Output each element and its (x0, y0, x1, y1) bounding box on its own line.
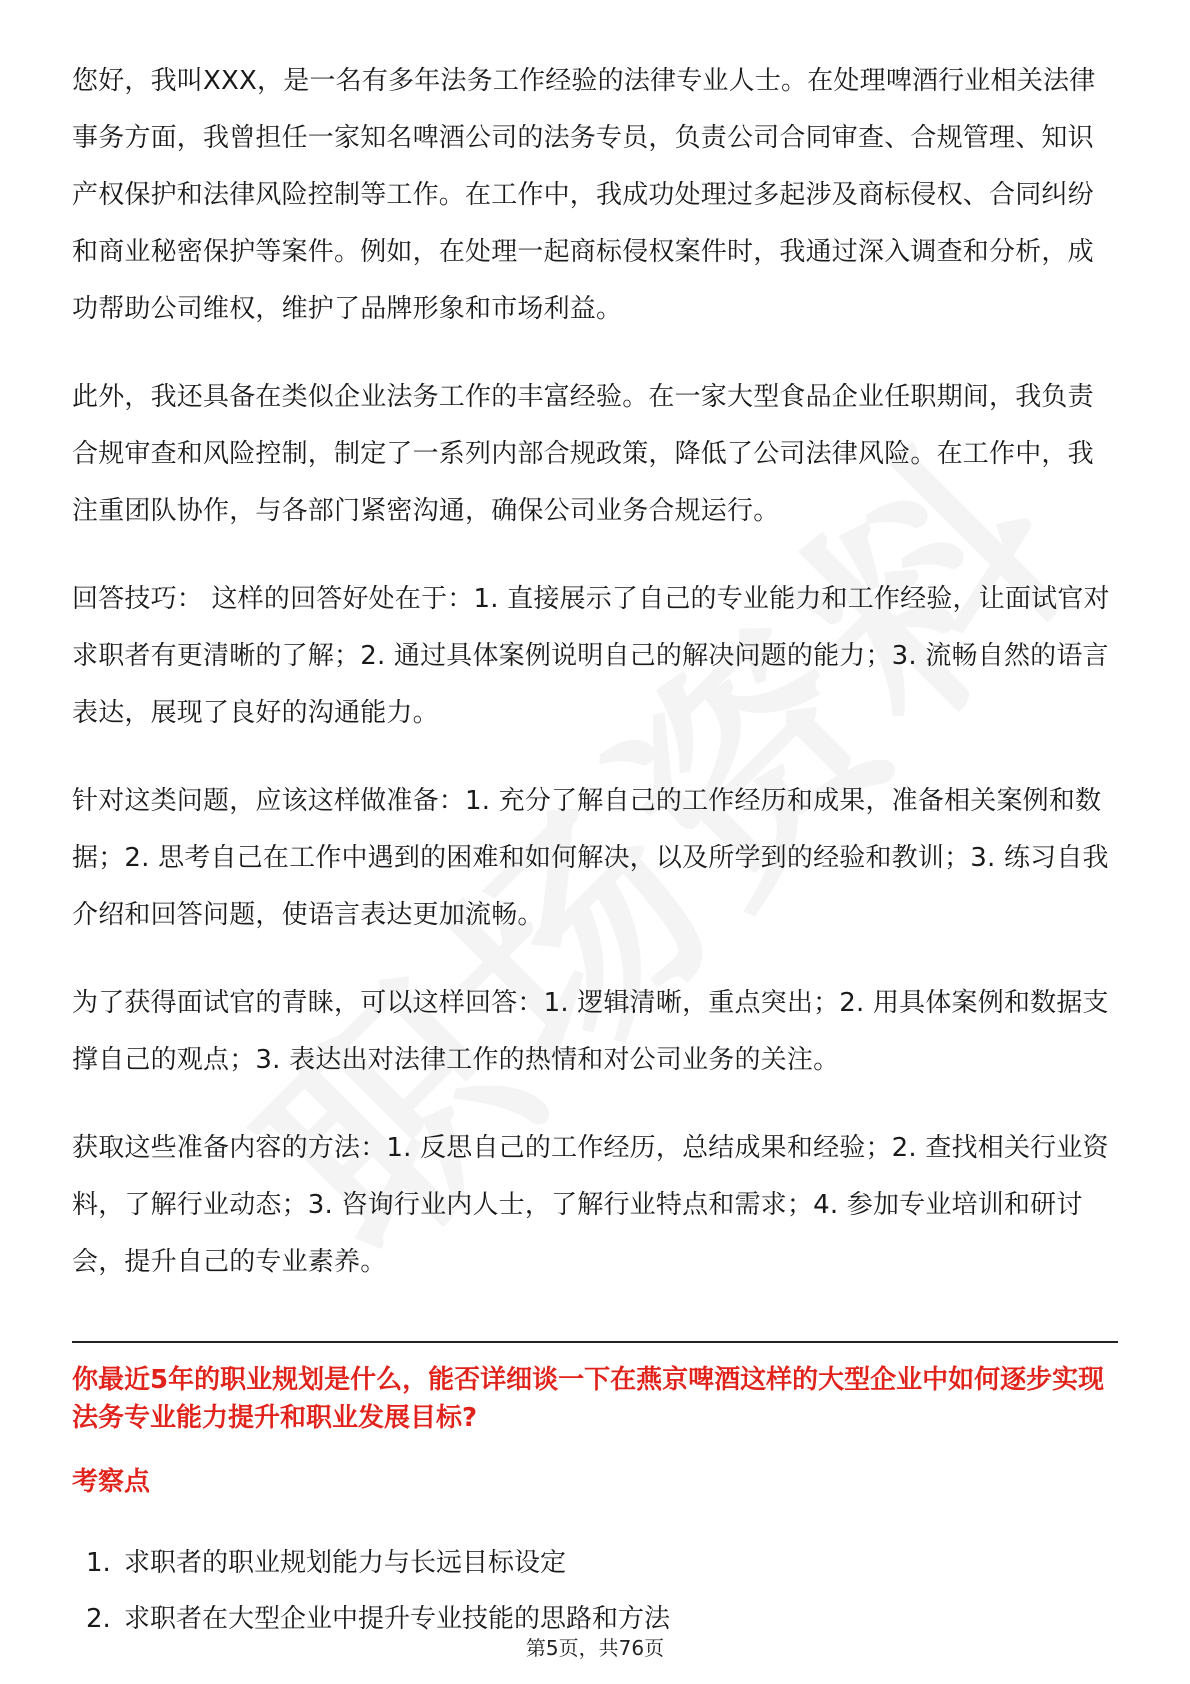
list-item-number: 1. (86, 1548, 111, 1578)
paragraph: 为了获得面试官的青睐，可以这样回答：1. 逻辑清晰，重点突出；2. 用具体案例和数据支撑自己的观点；3. 表达出对法律工作的热情和对公司业务的关注。 (72, 988, 1109, 1075)
paragraph: 获取这些准备内容的方法：1. 反思自己的工作经历，总结成果和经验；2. 查找相关行业资料，了解行业动态；3. 咨询行业内人士，了解行业特点和需求；4. 参加专业培训和研讨会，提升自己的专业素养。 (72, 1133, 1109, 1277)
interview-question: 你最近5年的职业规划是什么，能否详细谈一下在燕京啤酒这样的大型企业中如何逐步实现法务专业能力提升和职业发展目标? (72, 1365, 1105, 1433)
paragraph: 您好，我叫XXX，是一名有多年法务工作经验的法律专业人士。在处理啤酒行业相关法律事务方面，我曾担任一家知名啤酒公司的法务专员，负责公司合同审查、合规管理、知识产权保护和法律风险控制等工作。在工作中，我成功处理过多起涉及商标侵权、合同纠纷和商业秘密保护等案件。例如，在处理一起商标侵权案件时，我通过深入调查和分析，成功帮助公司维权，维护了品牌形象和市场利益。 (72, 66, 1096, 324)
paragraph: 回答技巧： 这样的回答好处在于：1. 直接展示了自己的专业能力和工作经验，让面试官对求职者有更清晰的了解；2. 通过具体案例说明自己的解决问题的能力；3. 流畅自然的语言表达，展现了良好的沟通能力。 (72, 584, 1110, 728)
paragraph: 针对这类问题，应该这样做准备：1. 充分了解自己的工作经历和成果，准备相关案例和数据；2. 思考自己在工作中遇到的困难和如何解决，以及所学到的经验和教训；3. 练习自我介绍和回答问题，使语言表达更加流畅。 (72, 786, 1109, 930)
page-footer: 第5页，共76页 (525, 1636, 665, 1660)
list-item (72, 1535, 1118, 1591)
paragraph: 此外，我还具备在类似企业法务工作的丰富经验。在一家大型食品企业任职期间，我负责合规审查和风险控制，制定了一系列内部合规政策，降低了公司法律风险。在工作中，我注重团队协作，与各部门紧密沟通，确保公司业务合规运行。 (72, 382, 1094, 526)
page-content (72, 53, 1118, 1647)
list-item-number: 2. (86, 1604, 111, 1634)
list-item-text: 求职者的职业规划能力与长远目标设定 (124, 1548, 567, 1578)
assessment-points-list (72, 1535, 1118, 1647)
section-heading: 考察点 (72, 1467, 151, 1497)
section-divider (72, 1341, 1118, 1343)
list-item-text: 求职者在大型企业中提升专业技能的思路和方法 (124, 1604, 671, 1634)
